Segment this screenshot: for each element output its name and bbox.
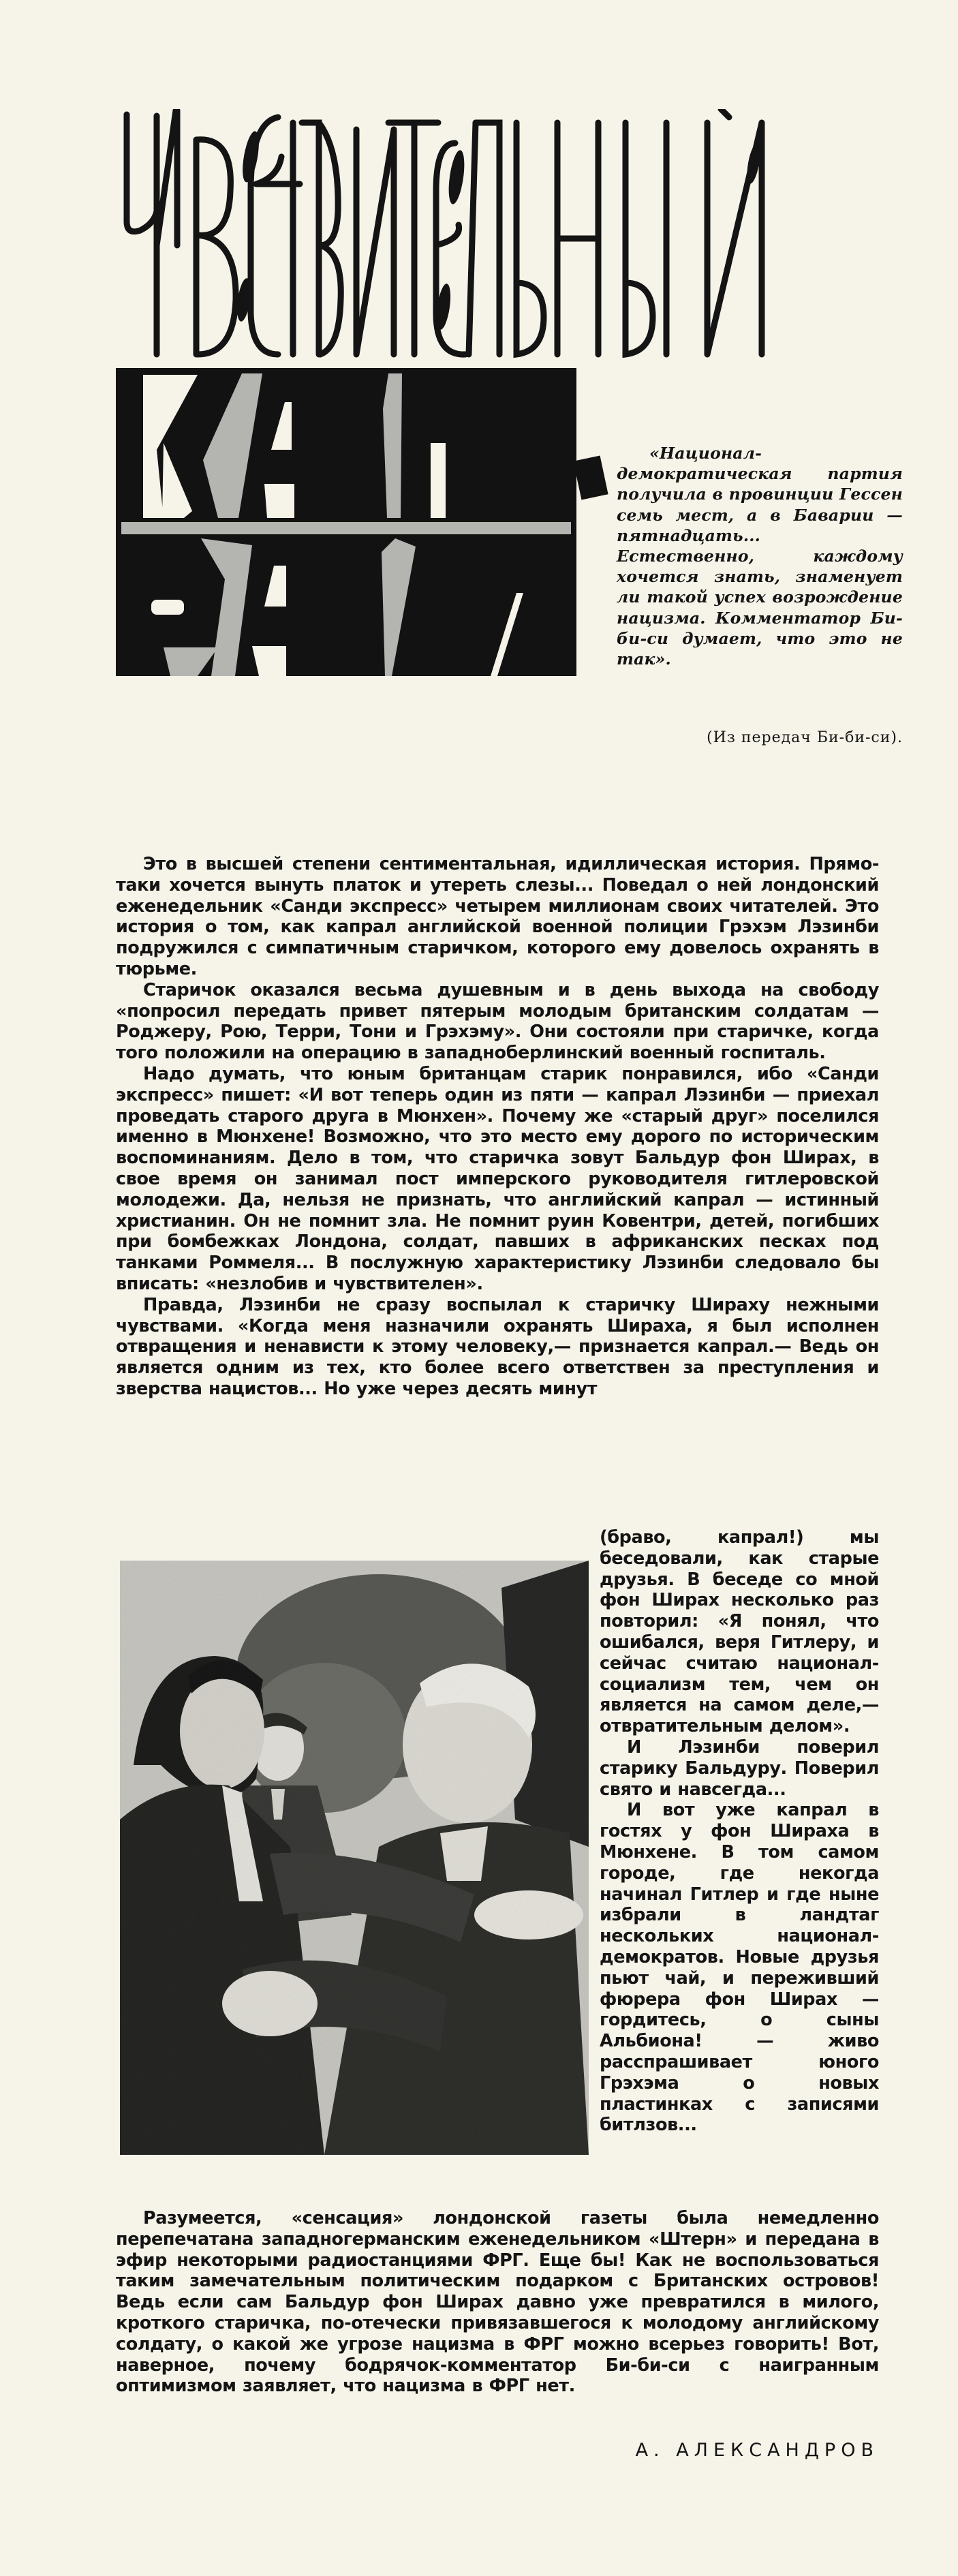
- author-signature: А. АЛЕКСАНДРОВ: [635, 2440, 879, 2461]
- paragraph: И Лэзинби поверил старику Бальдуру. Поверил свято и навсегда...: [600, 1736, 879, 1800]
- title-block: [116, 368, 576, 676]
- photo-illustration: [120, 1561, 589, 2155]
- paragraph: Это в высшей степени сентиментальная, идиллическая история. Прямо-таки хочется вынуть платок и утереть слезы... Поведал о ней лондонский еженедельник «Санди экспресс» четырем миллионам своих читателей. Это история о том, как капрал английской военной полиции Грэхэм Лэзинби подружился с симпатичным старичком, которого ему довелось охранять в тюрьме.: [116, 854, 879, 979]
- title-calligraphy: [121, 109, 889, 361]
- paragraph: (браво, капрал!) мы беседовали, как старые друзья. В беседе со мной фон Ширах несколько раз повторил: «Я понял, что ошибался, веря Гитлеру, и сейчас считаю национал-социализм тем, чем он является на самом деле,— отвратительным делом».: [600, 1527, 879, 1737]
- paragraph: Старичок оказался весьма душевным и в день выхода на свободу «попросил передать привет пятерым молодым британским солдатам — Роджеру, Рою, Терри, Тони и Грэхэму». Они состояли при старичке, когда того положили на операцию в западноберлинский военный госпиталь.: [116, 979, 879, 1064]
- title-woodcut: [116, 368, 576, 676]
- article-body-bottom: [116, 2208, 879, 2397]
- paragraph: Надо думать, что юным британцам старик понравился, ибо «Санди экспресс» пишет: «И вот теперь один из пяти — капрал Лэзинби — приехал проведать старого друга в Мюнхен». Почему же «старый друг» поселился именно в Мюнхене! Возможно, что это место ему дорого по историческим воспоминаниям. Дело в том, что старичка зовут Бальдур фон Ширах, в свое время он занимал пост имперского руководителя гитлеровской молодежи. Да, нельзя не признать, что английский капрал — истинный христианин. Он не помнит зла. Не помнит руин Ковентри, детей, погибших при бомбежках Лондона, солдат, павших в африканских песках под танками Роммеля... В послужную характеристику Лэзинби следовало бы вписать: «незлобив и чувствителен».: [116, 1063, 879, 1294]
- article-body-top: [116, 854, 879, 1400]
- paragraph: И вот уже капрал в гостях у фон Шираха в Мюнхене. В том самом городе, где некогда начинал Гитлер и где ныне избрали в ландтаг нескольких национал-демократов. Новые друзья пьют чай, и переживший фюрера фон Ширах — гордитесь, о сыны Альбиона! — живо расспрашивает юного Грэхэма о новых пластинках с записями битлзов...: [600, 1800, 879, 2136]
- epigraph-source: (Из передач Би-би-си).: [707, 729, 903, 746]
- article-photo: [120, 1561, 589, 2155]
- paragraph: Правда, Лэзинби не сразу воспылал к старичку Шираху нежными чувствами. «Когда меня назначили охранять Шираха, я был исполнен отвращения и ненависти к этому человеку,— признается капрал.— Ведь он является одним из тех, кто более всего ответствен за преступления и зверства нацистов... Но уже через десять минут: [116, 1294, 879, 1399]
- paragraph: Разумеется, «сенсация» лондонской газеты была немедленно перепечатана западногерманским еженедельником «Штерн» и передана в эфир некоторыми радиостанциями ФРГ. Еще бы! Как не воспользоваться таким замечательным политическим подарком с Британских островов! Ведь если сам Бальдур фон Ширах давно уже превратился в милого, кроткого старичка, по-отечески привязавшегося к молодому английскому солдату, о какой же угрозе нацизма в ФРГ можно всерьез говорить! Вот, наверное, почему бодрячок-комментатор Би-би-си с наигранным оптимизмом заявляет, что нацизма в ФРГ нет.: [116, 2208, 879, 2397]
- title-hyphen: [573, 455, 608, 500]
- article-body-narrow: [600, 1527, 879, 2136]
- epigraph-quote: «Национал-демократическая партия получила в провинции Гессен семь мест, а в Баварии — пятнадцать... Естественно, каждому хочется знать, знаменует ли такой успех возрождение нацизма. Комментатор Би-би-си думает, что это не так».: [617, 444, 903, 669]
- title-line-1: [121, 109, 889, 361]
